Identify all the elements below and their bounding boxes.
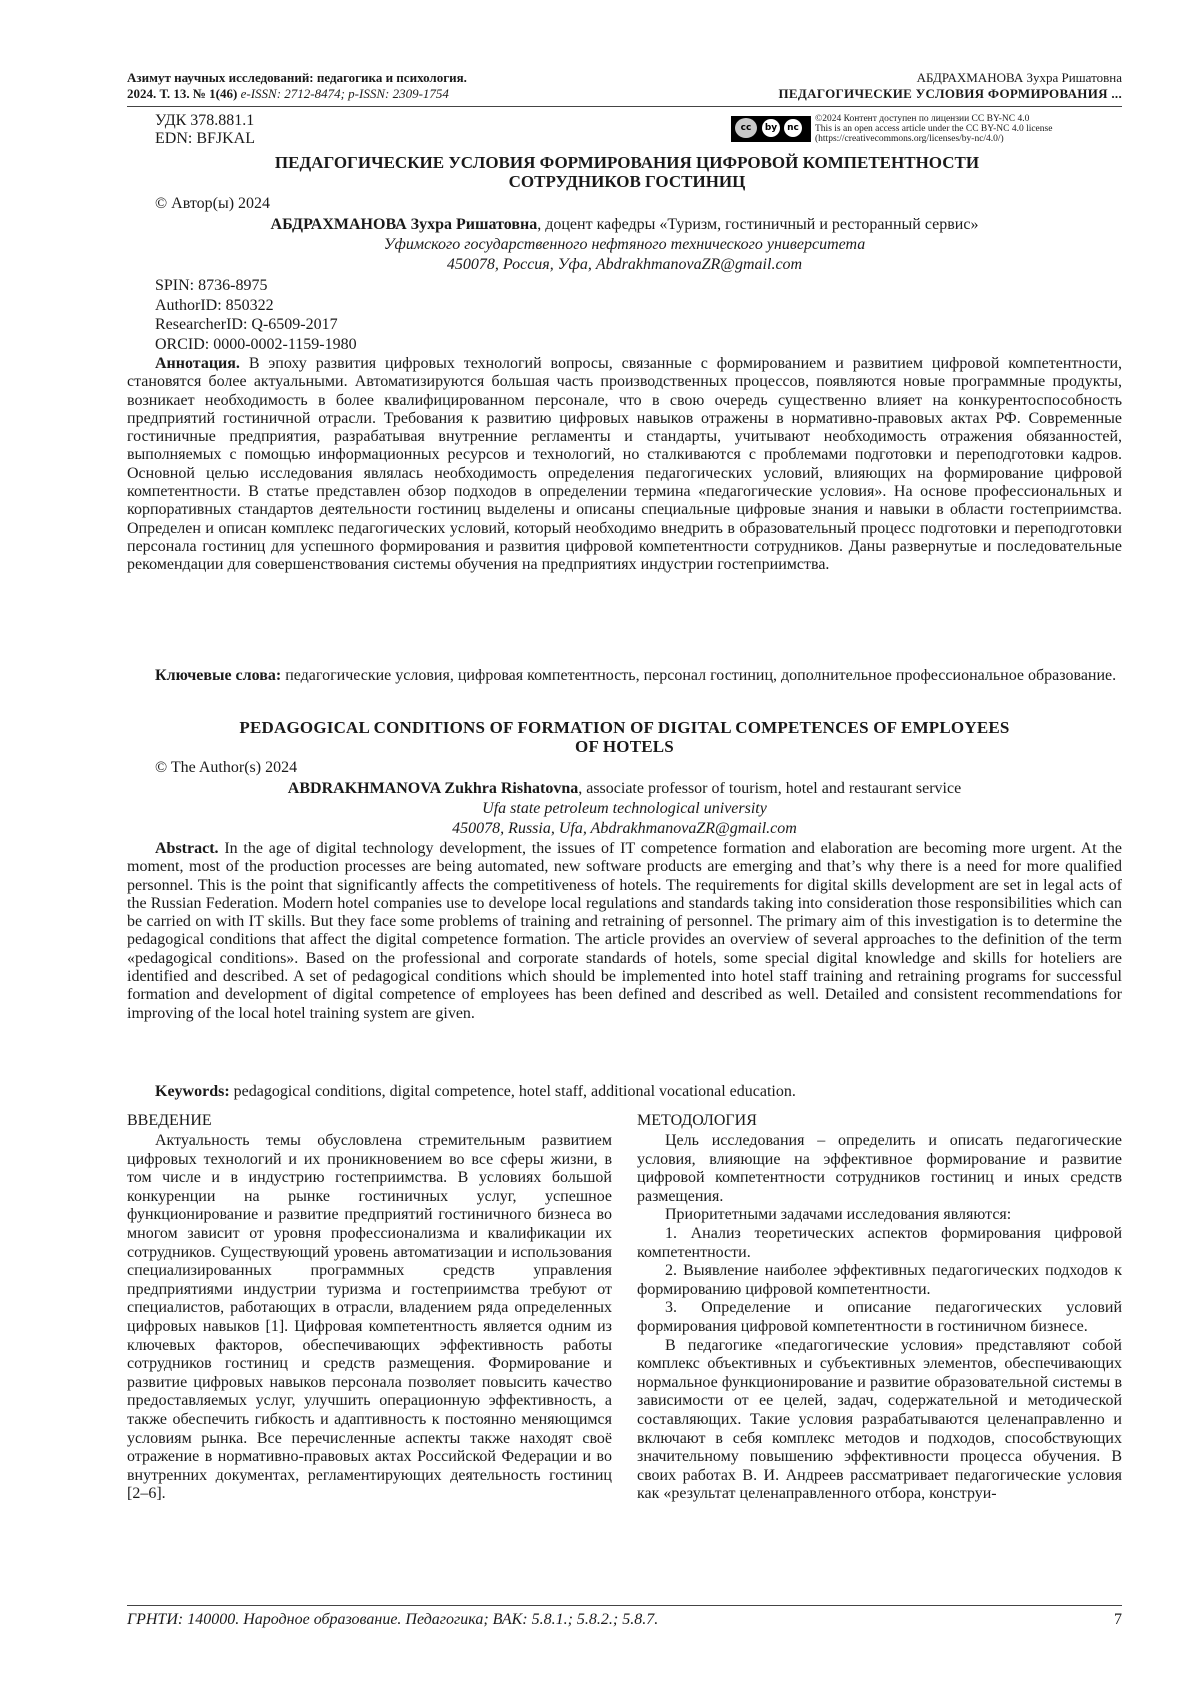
keywords-text-en: pedagogical conditions, digital competence, hotel staff, additional vocational education. xyxy=(229,1083,796,1100)
orcid-id: ORCID: 0000-0002-1159-1980 xyxy=(155,335,357,353)
running-header xyxy=(779,70,1122,102)
abstract-text-en: In the age of digital technology development, the issues of IT competence formation and elaboration are becoming more urgent. At the moment, most of the production processes are being automated, new software products are emerging and that’s why there is a need for more qualified personnel. This is the point that significantly affects the competitiveness of hotels. The requirements for digital skills development are set in legal acts of the Russian Federation. Modern hotel companies use to develope local regulations and standards taking into consideration those responsibilities which can be carried on with IT skills. But they face some problems of training and retraining of personnel. The primary aim of this investigation is to determine the pedagogical conditions that affect the digital competence formation. The article provides an overview of several approaches to the definition of the term «pedagogical conditions». Based on the professional and corporate standards of hotels, some special digital knowledge and skills for hoteliers are identified and described. A set of pedagogical conditions which should be implemented into hotel staff training and retraining programs for successful formation and development of digital competence of employees has been defined and described as well. Detailed and consistent recommendations for improving of the local hotel training system are given. xyxy=(127,840,1122,1022)
nc-icon: nc xyxy=(784,119,802,137)
cc-icon: cc xyxy=(735,118,757,138)
abstract-ru xyxy=(127,355,1122,575)
address-ru[interactable]: 450078, Россия, Уфа, AbdrakhmanovaZR@gmail.com xyxy=(446,256,803,273)
running-author: АБДРАХМАНОВА Зухра Ришатовна xyxy=(916,70,1122,85)
abstract-text-ru: В эпоху развития цифровых технологий вопросы, связанные с формированием и развитием цифровой компетентности, становятся более актуальными. Автоматизируются большая часть производственных процессов, появляются новые программные продукты, возникает необходимость в более квалифицированном персонале, что в свою очередь существенно влияет на конкурентоспособность предприятий гостиничной отрасли. Требования к развитию цифровых навыков отражены в нормативно-правовых актах РФ. Современные гостиничные предприятия, разрабатывая внутренние регламенты и стандарты, учитывают необходимость отражения обязанностей, выполняемых с помощью информационных ресурсов и технологий, но сталкиваются с проблемами подготовки и переподготовки кадров. Основной целью исследования являлась необходимость определения педагогических условий, влияющих на формирование цифровой компетентности. В статье представлен обзор подходов в определении термина «педагогические условия». На основе профессиональных и корпоративных стандартов деятельности гостиниц выделены и описаны специальные цифровые знания и навыки в области гостеприимства. Определен и описан комплекс педагогических условий, который необходимо внедрить в образовательный процесс подготовки и переподготовки персонала гостиниц для успешного формирования и развития цифровой компетентности сотрудников. Даны развернутые и последовательные рекомендации для совершенствования системы обучения на предприятиях индустрии гостеприимства. xyxy=(127,355,1122,574)
spin-id: SPIN: 8736-8975 xyxy=(155,277,268,294)
address-en[interactable]: 450078, Russia, Ufa, AbdrakhmanovaZR@gmail.com xyxy=(452,820,797,837)
abstract-en xyxy=(127,840,1122,1023)
affiliation-en: Ufa state petroleum technological university xyxy=(482,800,767,817)
title-ru-line: ПЕДАГОГИЧЕСКИЕ УСЛОВИЯ ФОРМИРОВАНИЯ ЦИФРОВОЙ КОМПЕТЕНТНОСТИ xyxy=(274,153,980,172)
author-position-ru: , доцент кафедры «Туризм, гостиничный и ресторанный сервис» xyxy=(537,216,979,233)
author-line-ru xyxy=(127,215,1122,235)
copyright-en: © The Author(s) 2024 xyxy=(155,759,298,776)
intro-paragraph: Актуальность темы обусловлена стремительным развитием цифровых технологий и их проникновением во все сферы жизни, в том числе и в индустрию гостеприимства. В условиях большой конкуренции на рынке гостиничных услуг, успешное функционирование и развитие предприятий гостиничного бизнеса во многом зависит от уровня профессионализма и квалификации их сотрудников. Существующий уровень автоматизации и использования специализированных программных средств управления предприятиями индустрии туризма и гостеприимства требуют от специалистов, работающих в отрасли, владением ряда определенных цифровых навыков [1]. Цифровая компетентность является одним из ключевых факторов, обеспечивающих эффективность работы сотрудников гостиниц и средств размещения. Формирование и развитие цифровых навыков персонала позволяет повысить качество предоставляемых услуг, улучшить операционную эффективность, а также обеспечить гибкость и адаптивность к постоянно меняющимся условиям рынка. Все перечисленные аспекты также находят своё отражение в нормативно-правовых актах Российской Федерации и во внутренних документах, регламентирующих деятельность гостиниц [2–6]. xyxy=(127,1132,612,1503)
author-block-ru xyxy=(127,215,1122,275)
issn: e-ISSN: 2712-8474; p-ISSN: 2309-1754 xyxy=(237,86,449,101)
author-ids xyxy=(155,276,357,354)
keywords-ru xyxy=(127,667,1122,685)
issue-number: 2024. Т. 13. № 1(46) xyxy=(127,86,238,101)
title-en-line: PEDAGOGICAL CONDITIONS OF FORMATION OF DIGITAL COMPETENCES OF EMPLOYEES xyxy=(239,718,1010,737)
abstract-label-en: Abstract. xyxy=(155,840,219,857)
keywords-text-ru: педагогические условия, цифровая компетентность, персонал гостиниц, дополнительное профессиональное образование. xyxy=(281,667,1117,684)
author-line-en xyxy=(127,779,1122,799)
section-heading-method: МЕТОДОЛОГИЯ xyxy=(637,1112,757,1129)
classification-codes: ГРНТИ: 140000. Народное образование. Педагогика; ВАК: 5.8.1.; 5.8.2.; 5.8.7. xyxy=(127,1611,659,1628)
author-block-en xyxy=(127,779,1122,839)
author-position-en: , associate professor of tourism, hotel and restaurant service xyxy=(578,780,962,797)
section-heading-intro: ВВЕДЕНИЕ xyxy=(127,1112,212,1129)
introduction-section xyxy=(127,1111,612,1504)
udk-code: УДК 378.881.1 xyxy=(155,112,255,129)
method-paragraph: Цель исследования – определить и описать педагогические условия, влияющие на эффективное формирование и развитие цифровой компетентности сотрудников гостиниц и иных средств размещения. xyxy=(637,1132,1122,1205)
method-paragraph: В педагогике «педагогические условия» представляют собой комплекс объективных и субъективных элементов, обеспечивающих нормальное функционирование и развитие образовательной системы в зависимости от ее целей, задач, содержательной и методической составляющих. Такие условия разрабатываются целенаправленно и включают в себя комплекс методов и подходов, способствующих значительному повышению эффективности процесса обучения. В своих работах В. И. Андреев рассматривает педагогические условия как «результат целенаправленного отбора, конструи- xyxy=(637,1336,1122,1503)
method-task-item: 2. Выявление наиболее эффективных педагогических подходов к формированию цифровой компетентности. xyxy=(637,1262,1122,1298)
title-en-line: OF HOTELS xyxy=(575,737,674,756)
page-footer xyxy=(127,1611,1122,1629)
by-icon: by xyxy=(762,119,780,137)
edn-code: EDN: BFJKAL xyxy=(155,130,256,147)
affiliation-ru: Уфимского государственного нефтяного технического университета xyxy=(383,236,866,253)
header-rule xyxy=(127,106,1122,107)
cc-license-badge[interactable] xyxy=(731,116,811,142)
researcher-id: ResearcherID: Q-6509-2017 xyxy=(155,316,338,333)
abstract-label-ru: Аннотация. xyxy=(155,355,240,372)
keywords-label-en: Keywords: xyxy=(155,1083,230,1100)
article-title-en xyxy=(127,718,1122,756)
author-name-en: ABDRAKHMANOVA Zukhra Rishatovna xyxy=(287,780,579,797)
footer-rule xyxy=(127,1605,1122,1606)
keywords-en xyxy=(127,1083,1122,1101)
title-ru-line: СОТРУДНИКОВ ГОСТИНИЦ xyxy=(508,172,746,191)
method-task-item: 1. Анализ теоретических аспектов формирования цифровой компетентности. xyxy=(637,1224,1122,1261)
method-paragraph: Приоритетными задачами исследования являются: xyxy=(665,1206,1012,1224)
journal-issue xyxy=(127,86,467,102)
article-title-ru xyxy=(187,153,1067,191)
page-number: 7 xyxy=(1114,1611,1122,1628)
author-name-ru: АБДРАХМАНОВА Зухра Ришатовна xyxy=(270,216,538,233)
methodology-section xyxy=(637,1111,1122,1504)
license-url[interactable]: (https://creativecommons.org/licenses/by-nc/4.0/) xyxy=(815,134,1004,144)
running-title: ПЕДАГОГИЧЕСКИЕ УСЛОВИЯ ФОРМИРОВАНИЯ ... xyxy=(778,86,1122,101)
journal-name: Азимут научных исследований: педагогика и психология. xyxy=(127,70,467,85)
license-line-ru: ©2024 Контент доступен по лицензии CC BY-NC 4.0 xyxy=(815,114,1030,124)
identifiers-block xyxy=(155,112,255,148)
method-task-item: 3. Определение и описание педагогических условий формирования цифровой компетентности в гостиничном бизнесе. xyxy=(637,1299,1122,1335)
license-text xyxy=(815,114,1125,144)
license-line-en: This is an open access article under the CC BY-NC 4.0 license xyxy=(815,124,1053,134)
author-id: AuthorID: 850322 xyxy=(155,296,274,314)
journal-info xyxy=(127,70,467,102)
keywords-label-ru: Ключевые слова: xyxy=(155,667,282,684)
copyright-ru: © Автор(ы) 2024 xyxy=(155,195,271,212)
